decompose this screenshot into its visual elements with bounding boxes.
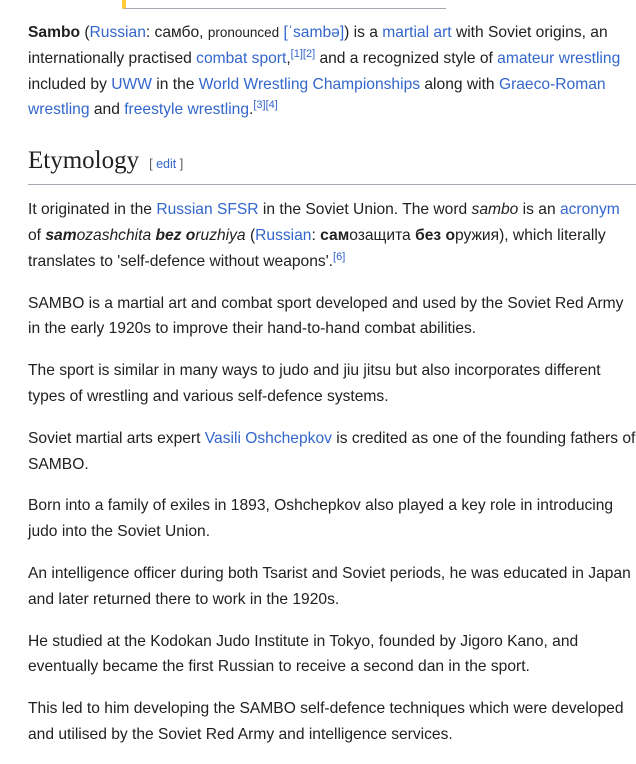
text: . <box>249 101 254 119</box>
text: о <box>445 226 456 244</box>
text: ружия <box>455 226 500 244</box>
paragraph-origin <box>28 197 636 274</box>
text: internationally practised <box>28 49 197 67</box>
text: sam <box>45 226 77 244</box>
text: The sport is similar in many ways to judo and jiu jitsu but also incorporates different <box>28 362 601 380</box>
link-world-wrestling-championships[interactable]: World Wrestling Championships <box>198 75 421 93</box>
text: ] <box>176 157 184 172</box>
text: in the <box>151 75 199 93</box>
ref-6[interactable]: [6] <box>333 250 346 263</box>
edit-link[interactable]: edit <box>156 157 177 172</box>
link-graeco-roman-wrestling[interactable]: wrestling <box>28 101 90 119</box>
pronounced-label: pronounced <box>207 25 280 40</box>
text: of <box>28 226 46 244</box>
text: без <box>415 226 442 244</box>
lead-paragraph <box>28 20 636 123</box>
text: along with <box>420 75 499 93</box>
text: [ <box>149 157 157 172</box>
text: He studied at the Kodokan Judo Institute in Tokyo, founded by Jigoro Kano, and <box>28 632 579 650</box>
text: translates to 'self-defence without weapons'. <box>28 252 334 270</box>
paragraph-judo-jiu-jitsu <box>28 358 636 410</box>
link-russian[interactable]: Russian <box>89 24 146 41</box>
text: bez <box>155 226 182 244</box>
link-graeco-roman[interactable]: Graeco-Roman <box>498 75 606 93</box>
link-vasili-oshchepkov[interactable]: Vasili Oshchepkov <box>204 429 332 447</box>
link-martial-art[interactable]: martial art <box>382 24 452 41</box>
text: types of wrestling and various self-defence systems. <box>28 387 389 405</box>
text: ) is a <box>344 24 383 41</box>
text: : <box>311 226 321 244</box>
link-russian-2[interactable]: Russian <box>255 226 312 244</box>
text: eventually became the first Russian to receive a second dan in the sport. <box>28 658 530 676</box>
link-ipa[interactable]: [ˈsambə] <box>283 24 345 41</box>
link-russian-sfsr[interactable]: Russian SFSR <box>156 201 259 219</box>
text: озащита <box>349 226 416 244</box>
text: with Soviet origins, an <box>451 24 608 41</box>
text: is an <box>518 201 560 219</box>
text: included by <box>28 75 112 93</box>
text: It originated in the <box>28 201 157 219</box>
text: ), which literally <box>499 226 606 244</box>
text: : самбо, <box>145 24 208 41</box>
term-sambo: Sambo <box>28 24 80 41</box>
text: ruzhiya <box>195 226 246 244</box>
ref-2[interactable]: [2] <box>302 47 316 60</box>
article-content <box>28 20 636 764</box>
link-uww[interactable]: UWW <box>111 75 152 93</box>
text: sambo <box>471 201 519 219</box>
link-amateur-wrestling[interactable]: amateur wrestling <box>497 49 621 67</box>
infobox-bottom-edge <box>122 0 446 9</box>
ref-1[interactable]: [1] <box>290 47 303 60</box>
text: judo into the Soviet Union. <box>28 523 211 541</box>
paragraph-oshchepkov <box>28 426 636 478</box>
text: is credited as one of the founding fathers of <box>331 429 636 447</box>
paragraph-red-army <box>28 291 636 343</box>
text: in the early 1920s to improve their hand-to-hand combat abilities. <box>28 320 477 338</box>
text: and later returned there to work in the 1920s. <box>28 590 340 608</box>
text: An intelligence officer during both Tsarist and Soviet periods, he was educated in Japan <box>28 564 631 582</box>
heading-text: Etymology <box>28 147 140 175</box>
text: сам <box>320 226 350 244</box>
text: Soviet martial arts expert <box>28 429 205 447</box>
text: and <box>89 101 125 119</box>
paragraph-intelligence <box>28 561 636 613</box>
edit-section <box>149 157 183 171</box>
text: ( <box>80 24 90 41</box>
text: and a recognized style of <box>315 49 498 67</box>
text: ozashchita <box>76 226 156 244</box>
text: , <box>286 49 291 67</box>
ref-4[interactable]: [4] <box>265 99 278 112</box>
text: in the Soviet Union. The word <box>258 201 472 219</box>
text: ( <box>245 226 256 244</box>
text: SAMBO. <box>28 455 89 473</box>
link-combat-sport[interactable]: combat sport <box>196 49 287 67</box>
text: SAMBO is a martial art and combat sport developed and used by the Soviet Red Army <box>28 294 624 312</box>
paragraph-exiles <box>28 493 636 545</box>
text: and utilised by the Soviet Red Army and intelligence services. <box>28 725 453 743</box>
text: o <box>185 226 196 244</box>
paragraph-self-defence <box>28 696 636 748</box>
paragraph-kodokan <box>28 629 636 681</box>
text: This led to him developing the SAMBO self-defence techniques which were developed <box>28 700 624 718</box>
ref-3[interactable]: [3] <box>253 99 266 112</box>
link-freestyle-wrestling[interactable]: freestyle wrestling <box>124 101 250 119</box>
transliteration <box>45 227 245 244</box>
text: Born into a family of exiles in 1893, Oshchepkov also played a key role in introducing <box>28 497 614 515</box>
section-heading-etymology <box>28 145 636 185</box>
link-acronym[interactable]: acronym <box>559 201 620 219</box>
